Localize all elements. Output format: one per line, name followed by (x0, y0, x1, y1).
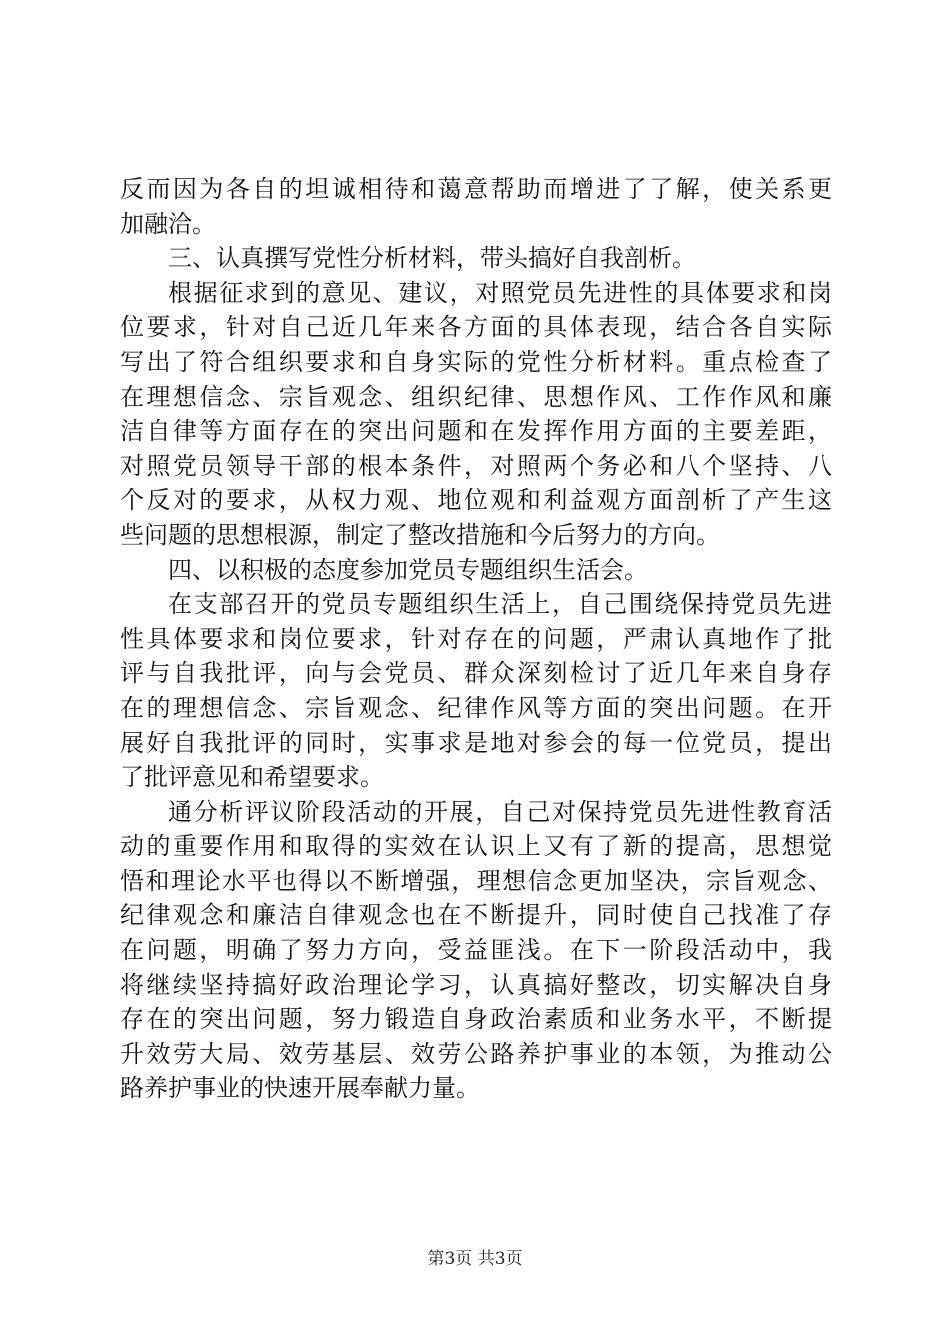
text-line: 性具体要求和岗位要求，针对存在的问题，严肃认真地作了批 (120, 624, 832, 653)
text-line: 对照党员领导干部的根本条件，对照两个务必和八个坚持、八 (120, 451, 832, 480)
text-line: 四、以积极的态度参加党员专题组织生活会。 (168, 555, 648, 584)
text-line: 些问题的思想根源，制定了整改措施和今后努力的方向。 (120, 520, 720, 549)
text-line: 动的重要作用和取得的实效在认识上又有了新的提高，思想觉 (120, 832, 832, 861)
text-line: 在支部召开的党员专题组织生活上，自己围绕保持党员先进 (168, 590, 832, 619)
text-line: 位要求，针对自己近几年来各方面的具体表现，结合各自实际 (120, 313, 832, 342)
text-line: 路养护事业的快速开展奉献力量。 (120, 1074, 480, 1103)
text-line: 了批评意见和希望要求。 (120, 763, 384, 792)
text-line: 写出了符合组织要求和自身实际的党性分析材料。重点检查了 (120, 347, 832, 376)
paragraph (120, 587, 832, 795)
text-line: 加融洽。 (120, 209, 216, 238)
text-line: 通分析评议阶段活动的开展，自己对保持党员先进性教育活 (168, 797, 832, 826)
paragraph (120, 276, 832, 553)
text-line: 反而因为各自的坦诚相待和蔼意帮助而增进了了解，使关系更 (120, 175, 832, 203)
text-line: 洁自律等方面存在的突出问题和在发挥作用方面的主要差距， (120, 417, 832, 446)
paragraph (120, 553, 832, 588)
text-line: 在问题，明确了努力方向，受益匪浅。在下一阶段活动中，我 (120, 936, 832, 965)
paragraph (120, 172, 832, 241)
text-line: 展好自我批评的同时，实事求是地对参会的每一位党员，提出 (120, 728, 832, 757)
text-line: 纪律观念和廉洁自律观念也在不断提升，同时使自己找准了存 (120, 901, 832, 930)
text-line: 三、认真撰写党性分析材料，带头搞好自我剖析。 (168, 244, 696, 273)
text-line: 悟和理论水平也得以不断增强，理想信念更加坚决，宗旨观念、 (120, 866, 832, 895)
text-line: 存在的突出问题，努力锻造自身政治素质和业务水平，不断提 (120, 1005, 832, 1034)
document-body (120, 172, 832, 1106)
text-line: 升效劳大局、效劳基层、效劳公路养护事业的本领，为推动公 (120, 1039, 832, 1068)
paragraph (120, 241, 832, 276)
text-line: 将继续坚持搞好政治理论学习，认真搞好整改，切实解决自身 (120, 970, 832, 999)
page-footer: 第3页 共3页 (427, 1249, 523, 1269)
paragraph (120, 795, 832, 1106)
text-line: 个反对的要求，从权力观、地位观和利益观方面剖析了产生这 (120, 486, 832, 515)
text-line: 在的理想信念、宗旨观念、纪律作风等方面的突出问题。在开 (120, 693, 832, 722)
text-line: 评与自我批评，向与会党员、群众深刻检讨了近几年来自身存 (120, 659, 832, 688)
text-line: 根据征求到的意见、建议，对照党员先进性的具体要求和岗 (168, 278, 832, 307)
text-line: 在理想信念、宗旨观念、组织纪律、思想作风、工作作风和廉 (120, 382, 832, 411)
